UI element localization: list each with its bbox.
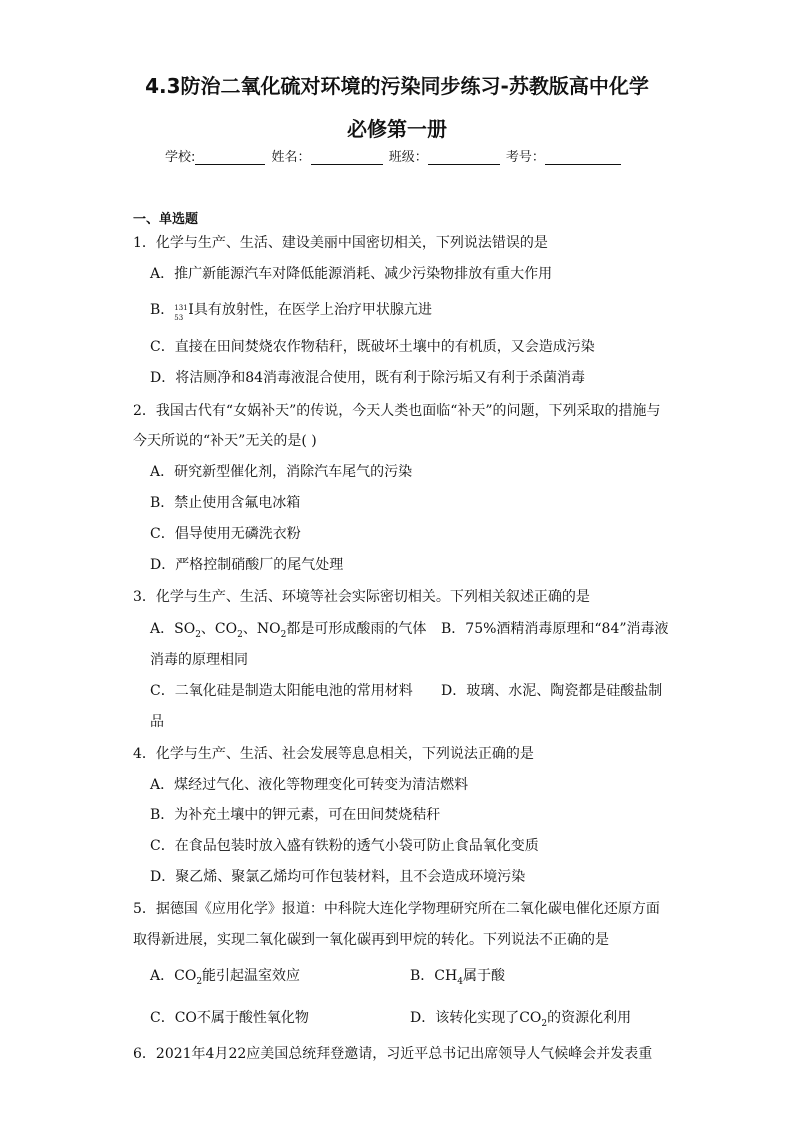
subscript: 2 — [195, 629, 201, 640]
q1-option-d: D．将洁厕净和84消毒液混合使用，既有利于除污垢又有利于杀菌消毒 — [150, 370, 586, 386]
atomic-number: 53 — [174, 314, 184, 322]
q3-option-d-cont: 品 — [150, 714, 164, 730]
class-label: 班级： — [388, 150, 428, 165]
q2-option-b: B．禁止使用含氟电冰箱 — [150, 495, 301, 511]
q5-stem-line2: 取得新进展，实现二氧化碳到一氧化碳再到甲烷的转化。下列说法不正确的是 — [133, 932, 609, 948]
q1-option-b-prefix: B． — [150, 302, 175, 318]
school-blank[interactable] — [195, 151, 265, 165]
q5-a-part: 能引起温室效应 — [202, 968, 301, 984]
q1-option-a: A．推广新能源汽车对降低能源消耗、减少污染物排放有重大作用 — [150, 266, 553, 282]
q1-option-c: C．直接在田间焚烧农作物秸秆，既破坏土壤中的有机质，又会造成污染 — [150, 339, 595, 355]
q4-option-c: C．在食品包装时放入盛有铁粉的透气小袋可防止食品氧化变质 — [150, 838, 539, 854]
q5-option-c: C．CO不属于酸性氧化物 — [150, 1010, 309, 1026]
q3-a-part: A．SO — [150, 621, 196, 637]
subscript: 2 — [541, 1018, 548, 1029]
q5-b-part: 属于酸 — [462, 968, 505, 984]
q3-a-part: 、NO — [242, 621, 281, 637]
subscript: 4 — [457, 976, 463, 987]
q4-stem: 4．化学与生产、生活、社会发展等息息相关，下列说法正确的是 — [133, 746, 534, 762]
q3-option-b: B．75%酒精消毒原理和“84”消毒液 — [441, 621, 669, 637]
q4-option-d: D．聚乙烯、聚氯乙烯均可作包装材料，且不会造成环境污染 — [150, 869, 526, 885]
name-blank[interactable] — [311, 151, 383, 165]
exam-no-blank[interactable] — [545, 151, 621, 165]
q4-option-a: A．煤经过气化、液化等物理变化可转变为清洁燃料 — [150, 777, 469, 793]
school-label: 学校: — [165, 150, 196, 165]
q1-option-b — [150, 301, 432, 322]
q3-a-part: 都是可形成酸雨的气体 — [286, 621, 427, 637]
subscript: 2 — [237, 629, 243, 640]
subscript: 2 — [280, 629, 287, 640]
doc-title-line1: 4.3防治二氧化硫对环境的污染同步练习-苏教版高中化学 — [145, 74, 649, 98]
q3-option-b-cont: 消毒的原理相同 — [150, 652, 248, 668]
q3-stem: 3．化学与生产、生活、环境等社会实际密切相关。下列相关叙述正确的是 — [133, 589, 590, 605]
q2-option-d: D．严格控制硝酸厂的尾气处理 — [150, 557, 344, 573]
q2-stem-line2: 今天所说的“补天”无关的是( ) — [133, 433, 317, 449]
mass-number: 131 — [174, 304, 188, 312]
q5-stem-line1: 5．据德国《应用化学》报道：中科院大连化学物理研究所在二氧化碳电催化还原方面 — [133, 901, 660, 917]
q5-d-part: 的资源化利用 — [547, 1010, 632, 1026]
doc-title-line2: 必修第一册 — [347, 117, 447, 141]
q5-option-d — [410, 1009, 631, 1033]
q1-stem: 1．化学与生产、生活、建设美丽中国密切相关，下列说法错误的是 — [133, 235, 548, 251]
class-blank[interactable] — [428, 151, 500, 165]
q3-option-d: D．玻璃、水泥、陶瓷都是硅酸盐制 — [441, 683, 663, 699]
exam-no-label: 考号： — [505, 150, 545, 165]
nuclide-notation — [174, 301, 188, 322]
student-info-row — [165, 146, 623, 165]
q4-option-b: B．为补充土壤中的钾元素，可在田间焚烧秸秆 — [150, 807, 441, 823]
q2-option-c: C．倡导使用无磷洗衣粉 — [150, 526, 301, 542]
q5-a-part: A．CO — [150, 968, 197, 984]
q2-stem-line1: 2．我国古代有“女娲补天”的传说，今天人类也面临“补天”的问题，下列采取的措施与 — [133, 403, 661, 419]
q3-option-a — [150, 620, 426, 644]
q5-option-b — [410, 967, 505, 991]
section-heading: 一、单选题 — [133, 212, 199, 227]
q2-option-a: A．研究新型催化剂，消除汽车尾气的污染 — [150, 464, 413, 480]
name-label: 姓名： — [271, 150, 311, 165]
subscript: 2 — [196, 976, 203, 987]
q5-option-a — [150, 967, 300, 991]
q5-b-part: B．CH — [410, 968, 458, 984]
q1-option-b-text: I具有放射性，在医学上治疗甲状腺亢进 — [188, 302, 432, 318]
q5-d-part: D．该转化实现了CO — [410, 1010, 542, 1026]
q3-a-part: 、CO — [200, 621, 238, 637]
q6-stem-line1: 6．2021年4月22应美国总统拜登邀请，习近平总书记出席领导人气候峰会并发表重 — [133, 1046, 653, 1062]
q3-option-c: C．二氧化硅是制造太阳能电池的常用材料 — [150, 683, 413, 699]
